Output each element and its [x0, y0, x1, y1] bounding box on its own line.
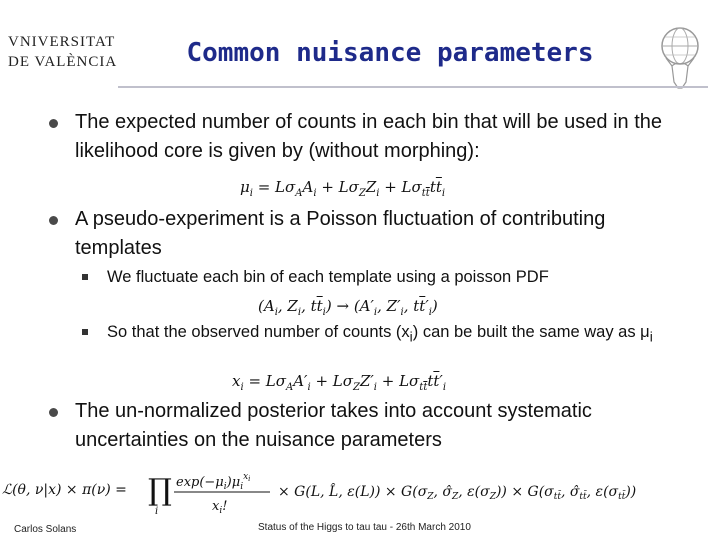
equation-posterior	[0, 462, 720, 522]
sub-bullet-item-2	[107, 322, 667, 347]
bullet-text: The un-normalized posterior takes into account systematic uncertainties on the nuisance parameters	[75, 400, 592, 451]
sub-bullet-text-before: So that the observed number of counts (x	[107, 323, 410, 341]
bullet-item-3	[75, 397, 675, 455]
svg-text:× G(L, L̂, ε(L)) × G(σZ, σ̂Z,: × G(L, L̂, $\varepsilon(L)) \times G(\sigma_Z$, $\sigmâ_Z$, $\varepsilon(\sigma_Z)) \times G(\sigma_{tt̄}$, $\sigmâ_{tt̄}$, $\varepsilon(\sigma_{tt̄})$)	[278, 484, 637, 502]
sub-bullet-text: We fluctuate each bin of each template using a poisson PDF	[107, 268, 549, 286]
svg-text:ℒ(θ, ν|x) × π(ν) =: ℒ(θ, ν|x) × π(ν) =	[2, 482, 127, 498]
bullet-text: The expected number of counts in each bin that will be used in the likelihood core is given by (without morphing):	[75, 111, 663, 162]
sub-bullet-square	[82, 329, 88, 335]
bullet-item-1	[75, 108, 675, 166]
svg-text:exp(−μi)μixi: $\exp(-\mu_i)\mu_i^xi$	[176, 472, 251, 492]
sub-bullet-item-1	[107, 267, 667, 288]
svg-text:xi!: $x_i$!	[212, 499, 228, 516]
logo-line-2: DE VALÈNCIA	[8, 54, 118, 70]
logo-line-1: VNIVERSITAT	[8, 34, 116, 50]
bullet-text: A pseudo-experiment is a Poisson fluctuation of contributing templates	[75, 208, 606, 259]
university-logo	[8, 34, 118, 74]
bullet-dot	[49, 408, 58, 417]
footer-center-text: Status of the Higgs to tau tau - 26th March 2010	[258, 522, 471, 533]
sub-bullet-square	[82, 274, 88, 280]
sub-bullet-subscript-2: i	[649, 329, 653, 345]
bullet-dot	[49, 216, 58, 225]
atlas-figure-icon	[652, 22, 708, 90]
equation-observed-counts: $x_i = L\sigma_AA'_i + L\sigma_ZZ'_i + L\sigma_{t\overline{t}}t\overline{t}'_i$	[232, 372, 447, 393]
footer-author: Carlos Solans	[14, 524, 77, 535]
sub-bullet-subscript: i	[409, 329, 413, 345]
bullet-item-2	[75, 205, 675, 263]
equation-expected-counts: $\mu_i = L\sigma_AA_i + L\sigma_ZZ_i + L\sigma_{t\overline{t}}t\overline{t}_i$	[240, 178, 446, 199]
bullet-dot	[49, 119, 58, 128]
slide-title: Common nuisance parameters	[186, 38, 594, 68]
sub-bullet-text-after: ) can be built the same way as μ	[412, 323, 650, 341]
equation-fluctuation: ($A_i$, $Z_i$, $t\overline{t}_i) \to (A'_i$, $Z'_i$, $t\overline{t}'_i$)	[258, 297, 438, 318]
header-divider	[118, 86, 708, 88]
svg-text:∏: ∏	[148, 473, 172, 508]
svg-text:i: i	[155, 506, 159, 517]
